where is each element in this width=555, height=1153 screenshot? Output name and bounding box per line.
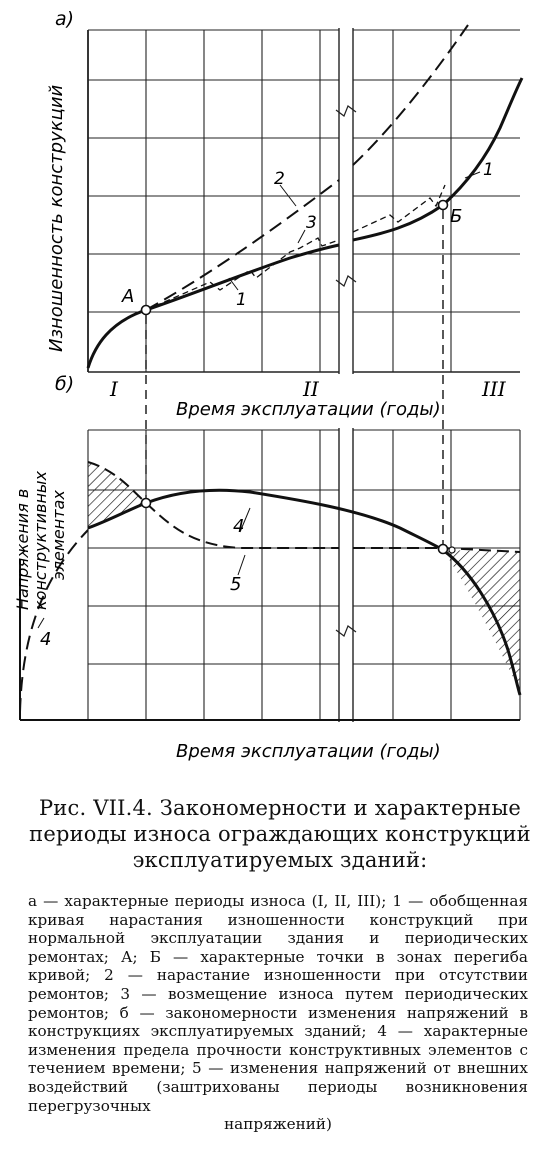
caption-line-1: Рис. VII.4. Закономерности и характерные bbox=[38, 796, 522, 820]
curve-5 bbox=[88, 462, 520, 552]
point-a-marker bbox=[142, 306, 151, 315]
curve-1-label-right: 1 bbox=[483, 160, 494, 180]
period-2: II bbox=[303, 377, 319, 401]
panel-b-label: б) bbox=[55, 373, 75, 395]
curve-1-label-left: 1 bbox=[236, 290, 247, 310]
curve-5-label: 5 bbox=[230, 574, 242, 595]
point-b-label: Б bbox=[450, 206, 463, 227]
legend-body: а — характерные периоды износа (I, II, III); 1 — обобщенная кривая нарастания изношенности конструкций при нормальной эксплуатации здания и периодических ремонтах; А; Б — характерные точки в зонах перегиба кривой; 2 — нарастание изношенности при отсутствии ремонтов; 3 — возмещение износа путем периодических ремонтов; б — закономерности изменения напряжений в конструкциях эксплуатируемых зданий; 4 — характерные изменения предела прочности конструктивных элементов с течением времени; 5 — изменения напряжений от внешних воздействий (заштрихованы периоды возникновения перегрузочных bbox=[28, 892, 528, 1115]
panel-b-ylabel-line2: конструктивных bbox=[31, 470, 50, 610]
curve-2-label: 2 bbox=[274, 169, 285, 189]
curve-4-label: 4 bbox=[233, 516, 245, 537]
panel-a-xlabel: Время эксплуатации (годы) bbox=[176, 399, 441, 420]
period-1: I bbox=[110, 377, 118, 401]
panel-a-ylabel: Изношенность конструкций bbox=[46, 84, 67, 352]
point-b-marker bbox=[439, 201, 448, 210]
figure-legend bbox=[28, 892, 528, 1134]
panel-b-grid bbox=[88, 430, 520, 720]
curve-3-label: 3 bbox=[306, 213, 317, 233]
panel-b-ylabel-line1: Напряжения в bbox=[13, 488, 32, 610]
legend-last-line: напряжений) bbox=[224, 1115, 332, 1134]
point-a-label: А bbox=[122, 286, 135, 307]
figure-caption bbox=[20, 795, 540, 873]
curve-4-label-left: 4 bbox=[40, 629, 52, 650]
period-3: III bbox=[482, 377, 506, 401]
panel-a-label: а) bbox=[55, 8, 75, 30]
panel-b bbox=[13, 373, 520, 762]
caption-line-3: эксплуатируемых зданий: bbox=[132, 848, 428, 872]
caption-line-2: периоды износа ограждающих конструкций bbox=[29, 822, 531, 846]
curve-3-right bbox=[353, 185, 445, 232]
panel-b-xlabel: Время эксплуатации (годы) bbox=[176, 741, 441, 762]
panel-a-grid bbox=[88, 30, 520, 372]
panel-a bbox=[46, 8, 522, 420]
curve-1-right bbox=[353, 78, 522, 240]
panel-b-ylabel-line3: элементах bbox=[49, 490, 68, 580]
hatch-right bbox=[443, 550, 520, 692]
